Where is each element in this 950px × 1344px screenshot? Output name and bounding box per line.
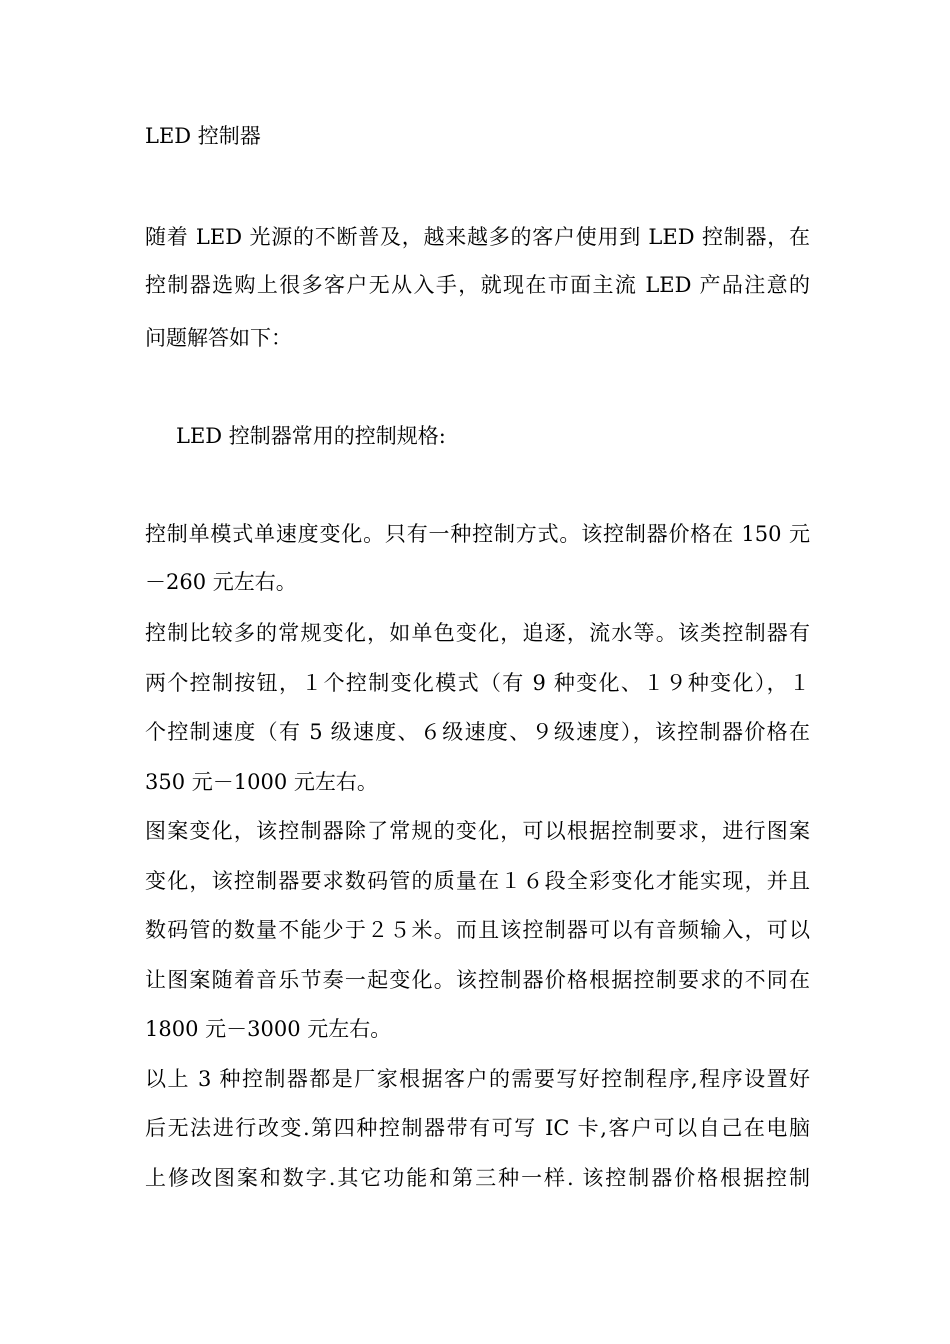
body-line-7: 图案变化，该控制器除了常规的变化，可以根据控制要求，进行图案 (145, 819, 810, 843)
body-line-4: 两个控制按钮，１个控制变化模式（有 9 种变化、１９种变化），１ (145, 671, 810, 695)
body-line-12: 以上 3 种控制器都是厂家根据客户的需要写好控制程序,程序设置好 (145, 1067, 810, 1091)
document-title: LED 控制器 (145, 124, 261, 148)
body-line-13: 后无法进行改变.第四种控制器带有可写 IC 卡,客户可以自己在电脑 (145, 1116, 810, 1140)
body-line-6: 350 元－1000 元左右。 (145, 770, 378, 794)
body-line-5: 个控制速度（有 5 级速度、６级速度、９级速度），该控制器价格在 (145, 720, 810, 744)
body-line-8: 变化，该控制器要求数码管的质量在１６段全彩变化才能实现，并且 (145, 869, 810, 893)
body-line-14: 上修改图案和数字.其它功能和第三种一样. 该控制器价格根据控制 (145, 1166, 810, 1190)
body-line-3: 控制比较多的常规变化，如单色变化，追逐，流水等。该类控制器有 (145, 621, 810, 645)
intro-line-1: 随着 LED 光源的不断普及，越来越多的客户使用到 LED 控制器，在 (145, 225, 810, 249)
body-line-10: 让图案随着音乐节奏一起变化。该控制器价格根据控制要求的不同在 (145, 968, 810, 992)
intro-line-3: 问题解答如下： (145, 326, 292, 350)
body-line-9: 数码管的数量不能少于２５米。而且该控制器可以有音频输入，可以 (145, 918, 810, 942)
intro-line-2: 控制器选购上很多客户无从入手，就现在市面主流 LED 产品注意的 (145, 273, 810, 297)
body-line-1: 控制单模式单速度变化。只有一种控制方式。该控制器价格在 150 元 (145, 522, 810, 546)
body-line-2: －260 元左右。 (145, 570, 297, 594)
body-line-11: 1800 元－3000 元左右。 (145, 1017, 392, 1041)
section-heading: LED 控制器常用的控制规格: (176, 424, 446, 448)
